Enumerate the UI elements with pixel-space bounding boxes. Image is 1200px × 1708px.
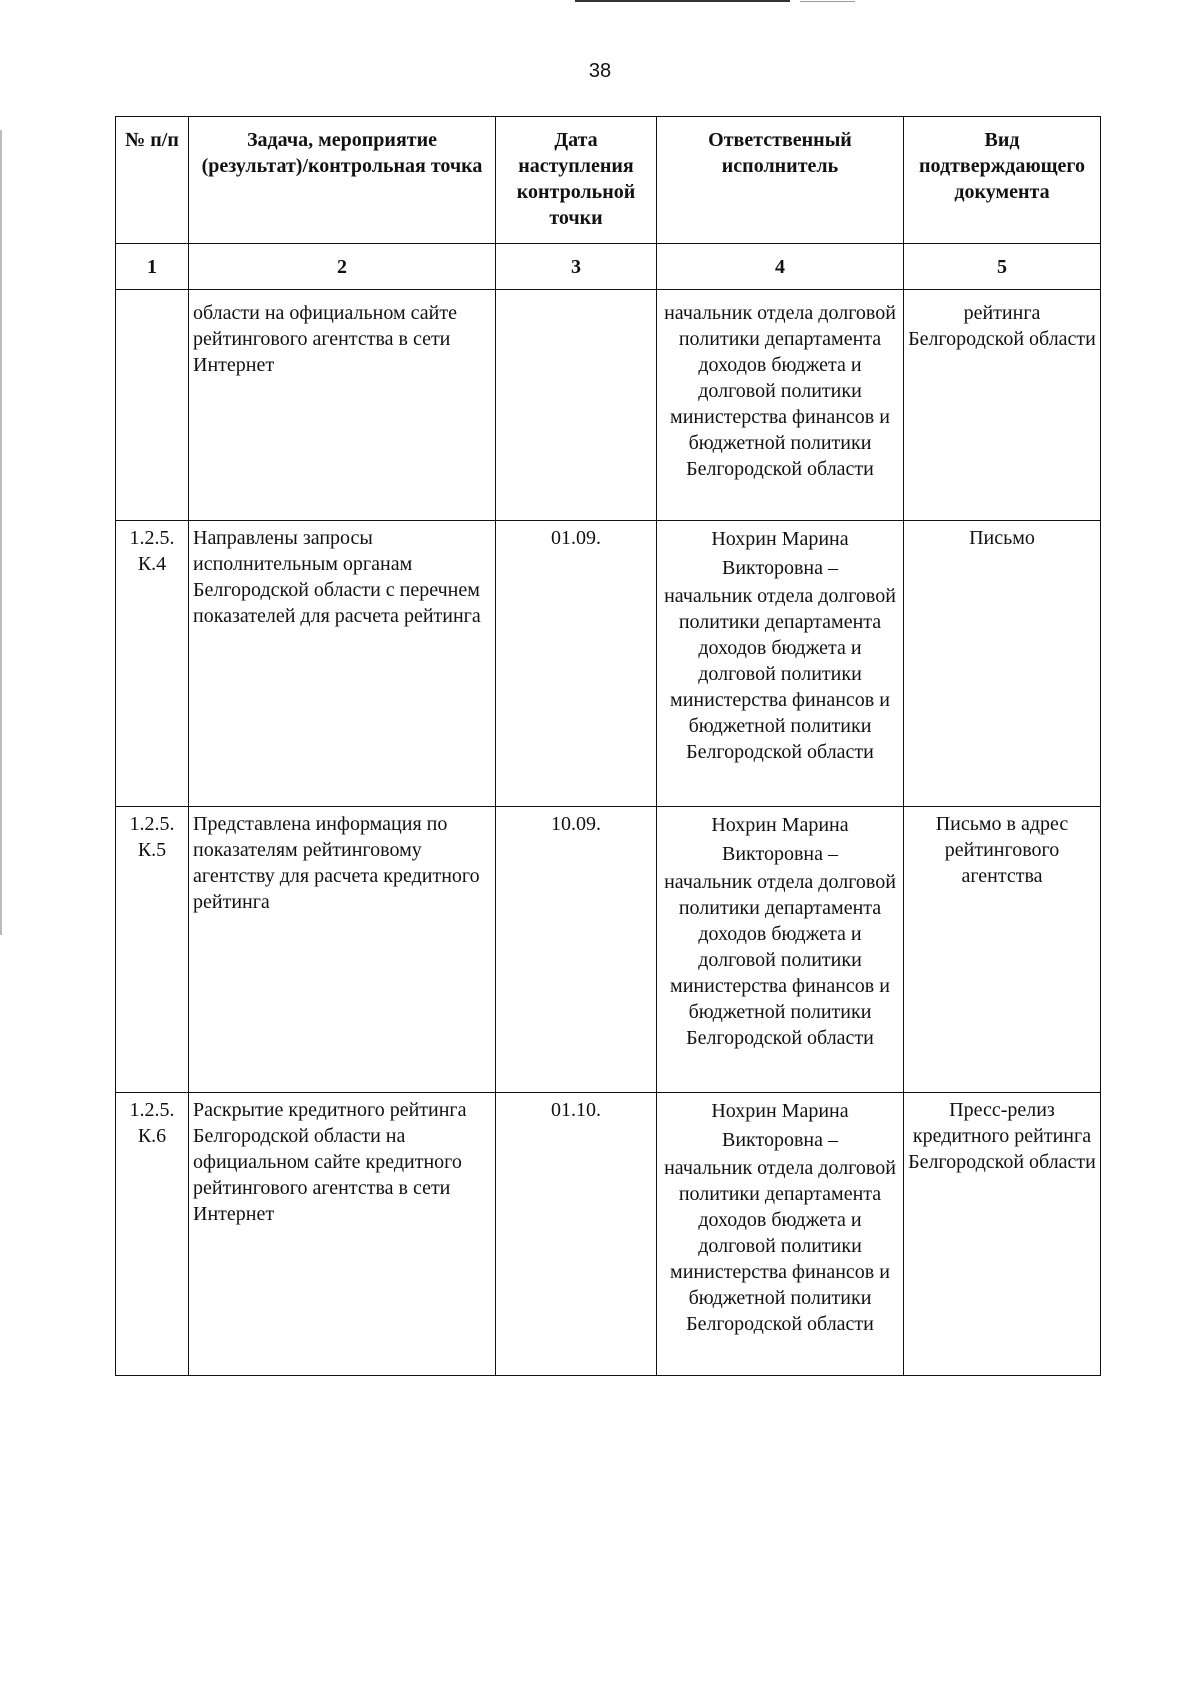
row-date [496,290,657,521]
row-document: рейтинга Белгородской области [904,290,1101,521]
row-document: Письмо в адрес рейтингового агентства [904,807,1101,1093]
responsible-position: начальник отдела долговой политики департамента доходов бюджета и долговой политики министерства финансов и бюджетной политики Белгородской области [664,585,896,763]
control-points-table [115,116,1101,1376]
column-number: 5 [904,244,1101,290]
responsible-position: начальник отдела долговой политики департамента доходов бюджета и долговой политики министерства финансов и бюджетной политики Белгородской области [664,871,896,1049]
responsible-name: Нохрин Марина Викторовна – [711,1100,849,1151]
row-number: 1.2.5. К.4 [116,521,189,807]
row-number: 1.2.5. К.5 [116,807,189,1093]
row-document: Письмо [904,521,1101,807]
table-row [116,290,1101,521]
column-number: 1 [116,244,189,290]
header-task: Задача, мероприятие (результат)/контрольная точка [189,117,496,244]
header-document: Вид подтверждающего документа [904,117,1101,244]
table-header-row [116,117,1101,244]
table-row [116,807,1101,1093]
row-date: 01.10. [496,1093,657,1376]
row-responsible [657,807,904,1093]
row-number [116,290,189,521]
table-row [116,1093,1101,1376]
row-responsible [657,521,904,807]
table-row [116,521,1101,807]
column-number: 4 [657,244,904,290]
row-date: 10.09. [496,807,657,1093]
header-responsible: Ответственный исполнитель [657,117,904,244]
responsible-position: начальник отдела долговой политики департамента доходов бюджета и долговой политики министерства финансов и бюджетной политики Белгородской области [664,1157,896,1335]
column-number: 2 [189,244,496,290]
row-responsible [657,290,904,521]
header-number: № п/п [116,117,189,244]
row-number: 1.2.5. К.6 [116,1093,189,1376]
responsible-position: начальник отдела долговой политики департамента доходов бюджета и долговой политики министерства финансов и бюджетной политики Белгородской области [664,302,896,480]
scan-artifact-line-faint [800,1,855,2]
row-responsible [657,1093,904,1376]
header-date: Дата наступления контрольной точки [496,117,657,244]
row-document: Пресс-релиз кредитного рейтинга Белгородской области [904,1093,1101,1376]
row-task: Представлена информация по показателям рейтинговому агентству для расчета кредитного рейтинга [189,807,496,1093]
page-number: 38 [588,60,612,82]
scan-artifact-line [575,0,790,2]
row-task: Раскрытие кредитного рейтинга Белгородской области на официальном сайте кредитного рейтингового агентства в сети Интернет [189,1093,496,1376]
row-task: Направлены запросы исполнительным органам Белгородской области с перечнем показателей для расчета рейтинга [189,521,496,807]
scan-artifact-edge [0,130,2,935]
responsible-name: Нохрин Марина Викторовна – [711,814,849,865]
column-number-row [116,244,1101,290]
column-number: 3 [496,244,657,290]
row-task: области на официальном сайте рейтингового агентства в сети Интернет [189,290,496,521]
row-date: 01.09. [496,521,657,807]
responsible-name: Нохрин Марина Викторовна – [711,528,849,579]
